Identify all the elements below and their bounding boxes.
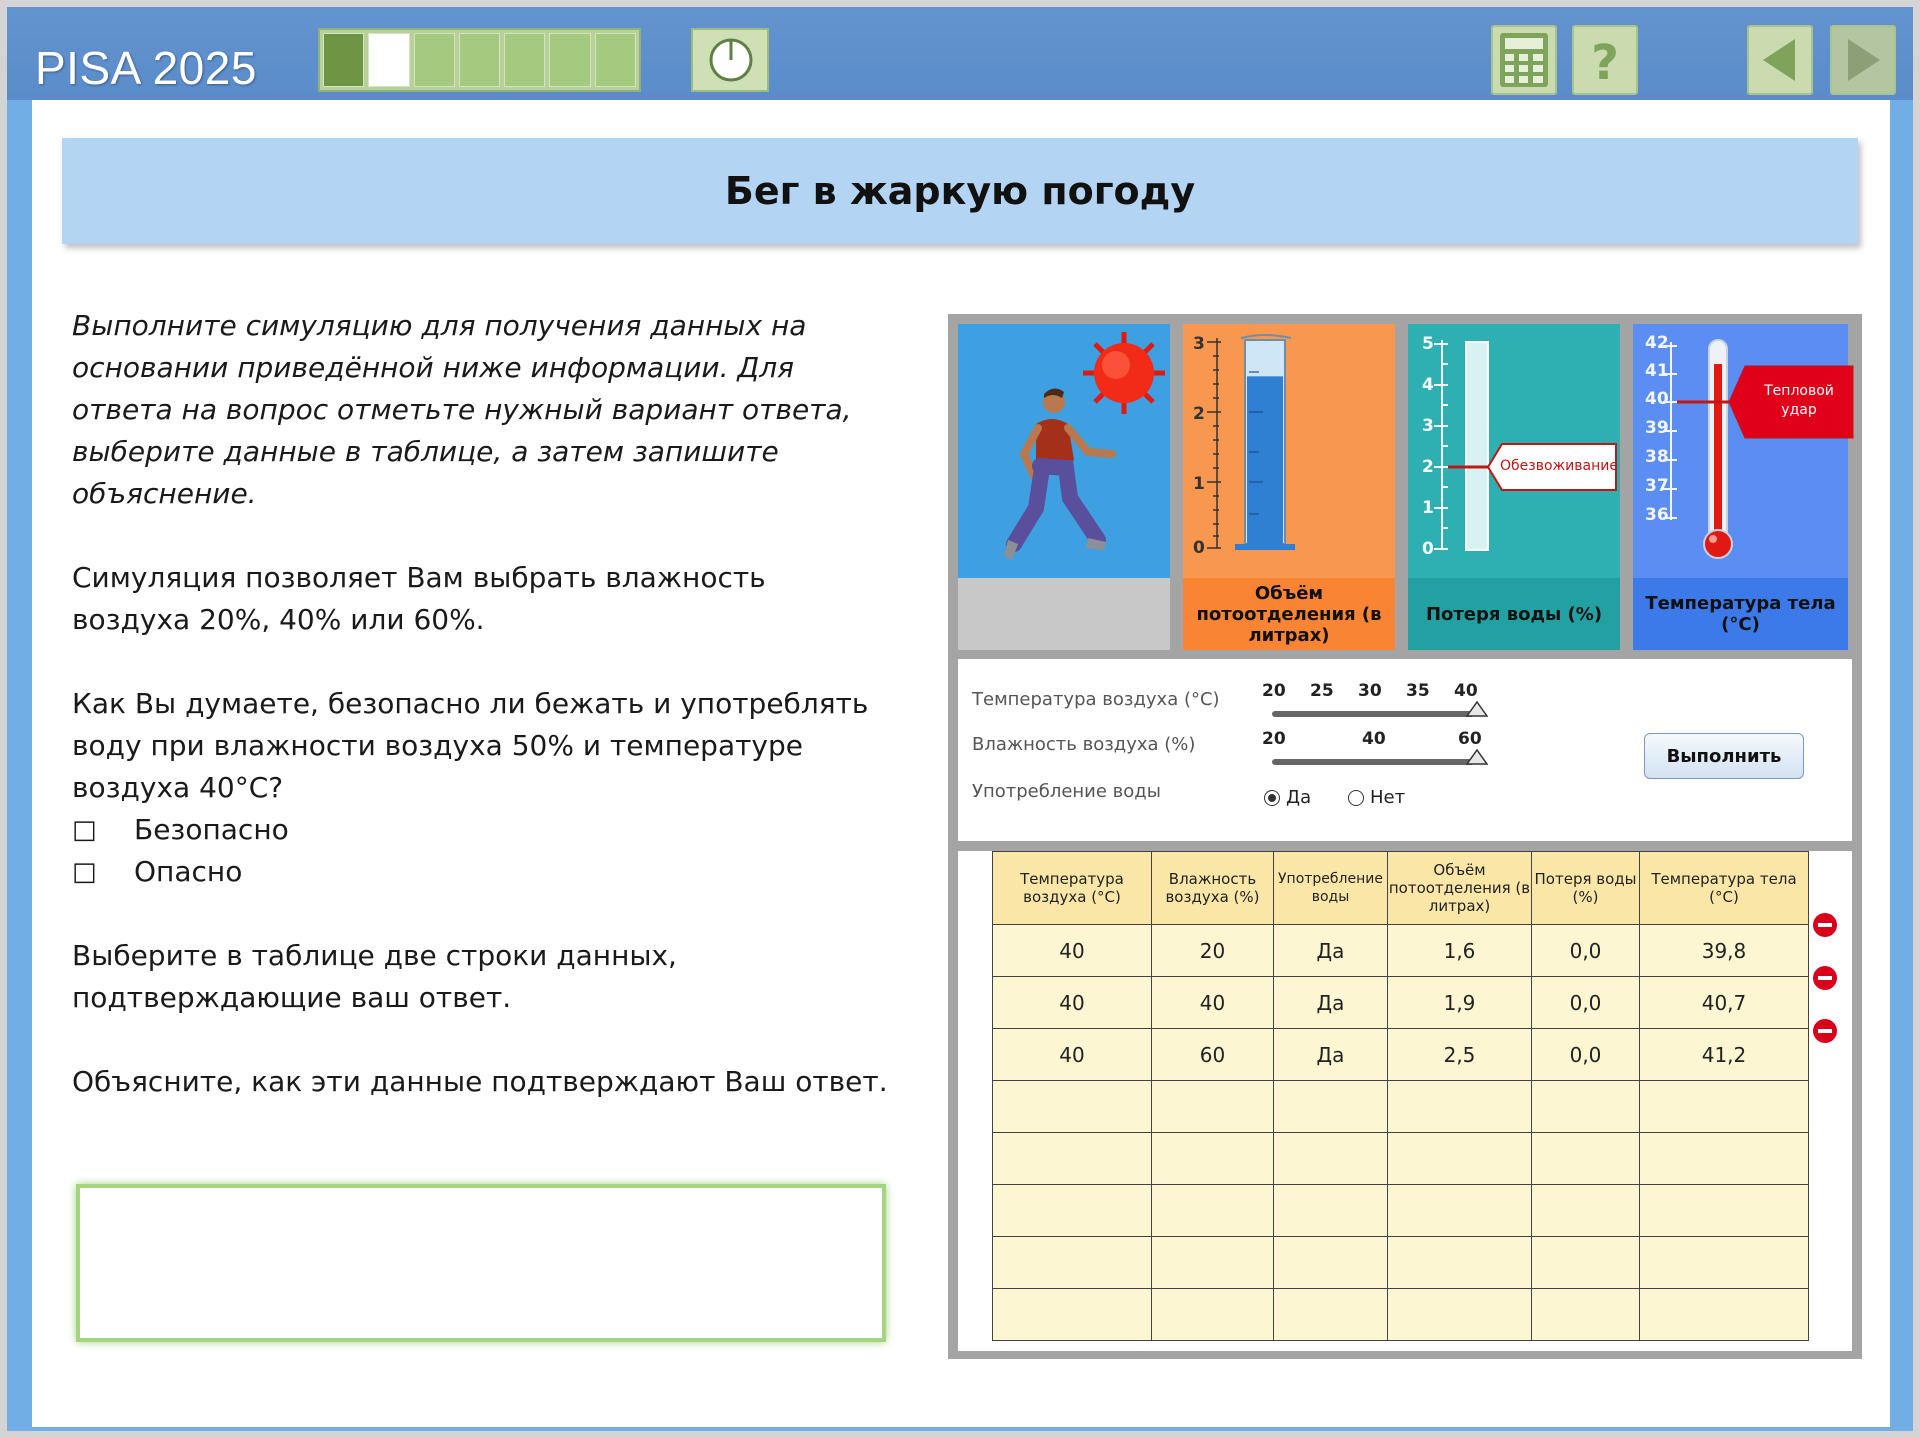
body-temp-panel (1633, 324, 1848, 650)
table-cell (1388, 1081, 1532, 1133)
forward-arrow-icon (1832, 27, 1894, 93)
water-tick: 2 (1422, 457, 1434, 477)
water-no-radio[interactable] (1348, 787, 1405, 808)
table-cell: 20 (1152, 925, 1274, 977)
timer-icon (707, 36, 755, 84)
table-cell (1388, 1289, 1532, 1341)
table-cell (1532, 1133, 1640, 1185)
table-cell (1388, 1133, 1532, 1185)
table-cell: Да (1274, 1029, 1388, 1081)
air-temp-tick: 30 (1358, 681, 1382, 701)
table-cell: 40 (993, 977, 1152, 1029)
checkbox-safe[interactable]: □ (72, 815, 97, 845)
humidity-tick: 40 (1362, 729, 1386, 749)
heatstroke-label-line: удар (1781, 402, 1817, 418)
progress-segment (414, 33, 455, 87)
progress-segment (323, 33, 364, 87)
explain-text: Объясните, как эти данные подтверждают Ваш ответ. (72, 1065, 888, 1098)
page-title: Бег в жаркую погоду (724, 169, 1196, 213)
table-cell: 40 (993, 1029, 1152, 1081)
content-area (32, 100, 1890, 1427)
table-cell (1532, 1289, 1640, 1341)
table-cell (1532, 1081, 1640, 1133)
table-cell (1274, 1133, 1388, 1185)
table-cell: 0,0 (1532, 925, 1640, 977)
simulation-panel (948, 314, 1862, 1359)
table-cell: 40 (1152, 977, 1274, 1029)
option-safe[interactable] (72, 809, 892, 851)
temp-tick: 41 (1645, 361, 1669, 381)
intro-text: Симуляция позволяет Вам выбрать влажность воздуха 20%, 40% или 60%. (72, 561, 766, 636)
table-cell: 39,8 (1640, 925, 1809, 977)
water-loss-caption: Потеря воды (%) (1425, 603, 1603, 625)
water-tick: 4 (1422, 375, 1434, 395)
table-cell (993, 1289, 1152, 1341)
table-cell: 2,5 (1388, 1029, 1532, 1081)
back-arrow-icon (1749, 27, 1811, 93)
table-cell: Да (1274, 977, 1388, 1029)
table-cell (1532, 1237, 1640, 1289)
temp-tick: 40 (1645, 389, 1669, 409)
water-tick: 3 (1422, 416, 1434, 436)
column-header: Влажность воздуха (%) (1152, 852, 1274, 925)
radio-button-selected[interactable] (1264, 790, 1280, 806)
table-row[interactable] (993, 1133, 1809, 1185)
table-row[interactable] (993, 1185, 1809, 1237)
column-header: Температура тела (°C) (1640, 852, 1809, 925)
table-cell (1640, 1289, 1809, 1341)
progress-segment (549, 33, 590, 87)
table-row[interactable] (993, 1237, 1809, 1289)
table-row[interactable] (993, 1029, 1809, 1081)
table-cell: 60 (1152, 1029, 1274, 1081)
heatstroke-label-line: Тепловой (1764, 383, 1834, 399)
air-temp-slider-handle[interactable] (1466, 701, 1488, 717)
temp-tick: 37 (1645, 476, 1669, 496)
svg-text:?: ? (1591, 35, 1619, 91)
humidity-label: Влажность воздуха (%) (972, 734, 1196, 755)
water-tick: 5 (1422, 334, 1434, 354)
column-header: Употребление воды (1274, 852, 1388, 925)
table-cell: 0,0 (1532, 1029, 1640, 1081)
table-cell (1152, 1133, 1274, 1185)
runner-icon (958, 324, 1170, 650)
table-row[interactable] (993, 1289, 1809, 1341)
table-cell (1640, 1133, 1809, 1185)
thermometer-icon (1633, 324, 1873, 578)
table-cell (1152, 1289, 1274, 1341)
table-cell (993, 1081, 1152, 1133)
progress-bar (318, 28, 641, 92)
dehydration-marker-label: Обезвоживание (1500, 458, 1618, 474)
option-label: Опасно (134, 855, 243, 888)
water-tick: 0 (1422, 539, 1434, 559)
table-cell (1640, 1081, 1809, 1133)
calculator-icon (1493, 27, 1555, 93)
sweat-caption: Объём потоотделения (в литрах) (1196, 582, 1382, 646)
progress-segment (595, 33, 636, 87)
body-temp-caption: Температура тела (°C) (1645, 593, 1836, 635)
sweat-tick: 2 (1193, 404, 1205, 424)
remove-row-icon[interactable] (1813, 913, 1837, 937)
air-temp-tick: 20 (1262, 681, 1286, 701)
table-cell (1640, 1185, 1809, 1237)
table-row[interactable] (993, 1081, 1809, 1133)
help-button[interactable] (1572, 25, 1638, 95)
air-temp-tick: 25 (1310, 681, 1334, 701)
water-yes-label: Да (1286, 787, 1312, 808)
radio-button[interactable] (1348, 790, 1364, 806)
question-prompt: Как Вы думаете, безопасно ли бежать и употреблять воду при влажности воздуха 50% и температуре воздуха 40°C? (72, 687, 869, 804)
water-tick: 1 (1422, 498, 1434, 518)
humidity-slider-handle[interactable] (1466, 749, 1488, 765)
table-cell: Да (1274, 925, 1388, 977)
option-dangerous[interactable] (72, 851, 892, 893)
run-button[interactable]: Выполнить (1644, 733, 1804, 779)
runner-panel (958, 324, 1170, 650)
column-header: Потеря воды (%) (1532, 852, 1640, 925)
table-cell (993, 1133, 1152, 1185)
select-rows-text: Выберите в таблице две строки данных, подтверждающие ваш ответ. (72, 939, 677, 1014)
table-row[interactable] (993, 925, 1809, 977)
table-cell (1152, 1081, 1274, 1133)
progress-segment (504, 33, 545, 87)
column-header: Температура воздуха (°C) (993, 852, 1152, 925)
table-row[interactable] (993, 977, 1809, 1029)
remove-row-icon[interactable] (1813, 966, 1837, 990)
option-label: Безопасно (134, 813, 289, 846)
water-intake-label: Употребление воды (972, 781, 1161, 802)
table-cell (1274, 1237, 1388, 1289)
humidity-slider[interactable] (1272, 759, 1474, 765)
results-table-area (958, 851, 1852, 1351)
water-loss-gauge-icon (1408, 324, 1620, 578)
brand-logo: PISA 2025 (35, 42, 257, 94)
heatstroke-marker-label (1745, 382, 1853, 420)
table-cell (993, 1237, 1152, 1289)
instruction-text: Выполните симуляцию для получения данных на основании приведённой ниже информации. Для ответа на вопрос отметьте нужный вариант ответа, выберите данные в таблице, а затем запишите объяснение. (72, 309, 852, 510)
top-bar (7, 7, 1913, 100)
sweat-tick: 3 (1193, 334, 1205, 354)
simulation-controls (958, 659, 1852, 841)
back-button[interactable] (1747, 25, 1813, 95)
timer-button[interactable] (691, 28, 769, 92)
sweat-tick: 1 (1193, 474, 1205, 494)
temp-tick: 36 (1645, 505, 1669, 525)
answer-input[interactable] (76, 1184, 886, 1342)
temp-tick: 39 (1645, 418, 1669, 438)
air-temp-tick: 40 (1454, 681, 1478, 701)
measuring-cylinder-icon (1183, 324, 1395, 578)
table-cell: 40 (993, 925, 1152, 977)
temp-tick: 42 (1645, 333, 1669, 353)
humidity-tick: 60 (1458, 729, 1482, 749)
table-cell (1274, 1185, 1388, 1237)
calculator-button[interactable] (1491, 25, 1557, 95)
temp-tick: 38 (1645, 447, 1669, 467)
table-cell (1152, 1237, 1274, 1289)
table-cell: 41,2 (1640, 1029, 1809, 1081)
help-icon (1574, 27, 1636, 93)
progress-segment (459, 33, 500, 87)
air-temp-label: Температура воздуха (°C) (972, 689, 1220, 710)
sweat-tick: 0 (1193, 538, 1205, 558)
forward-button[interactable] (1830, 25, 1896, 95)
checkbox-dangerous[interactable]: □ (72, 857, 97, 887)
table-cell (1532, 1185, 1640, 1237)
table-cell: 40,7 (1640, 977, 1809, 1029)
app-frame (7, 7, 1913, 1431)
table-cell: 0,0 (1532, 977, 1640, 1029)
water-yes-radio[interactable] (1264, 787, 1311, 808)
water-no-label: Нет (1370, 787, 1406, 808)
results-table (992, 851, 1809, 1341)
table-cell (1388, 1185, 1532, 1237)
table-cell (1274, 1289, 1388, 1341)
table-cell (1640, 1237, 1809, 1289)
sweat-gauge-panel (1183, 324, 1395, 650)
air-temp-slider[interactable] (1272, 711, 1474, 717)
progress-segment (368, 33, 409, 87)
water-loss-panel (1408, 324, 1620, 650)
table-cell: 1,9 (1388, 977, 1532, 1029)
question-text (72, 305, 892, 1145)
table-cell (1152, 1185, 1274, 1237)
table-cell: 1,6 (1388, 925, 1532, 977)
humidity-tick: 20 (1262, 729, 1286, 749)
air-temp-tick: 35 (1406, 681, 1430, 701)
column-header: Объём потоотделения (в литрах) (1388, 852, 1532, 925)
table-cell (1274, 1081, 1388, 1133)
table-cell (993, 1185, 1152, 1237)
unit-title-bar (62, 138, 1858, 244)
table-cell (1388, 1237, 1532, 1289)
remove-row-icon[interactable] (1813, 1019, 1837, 1043)
